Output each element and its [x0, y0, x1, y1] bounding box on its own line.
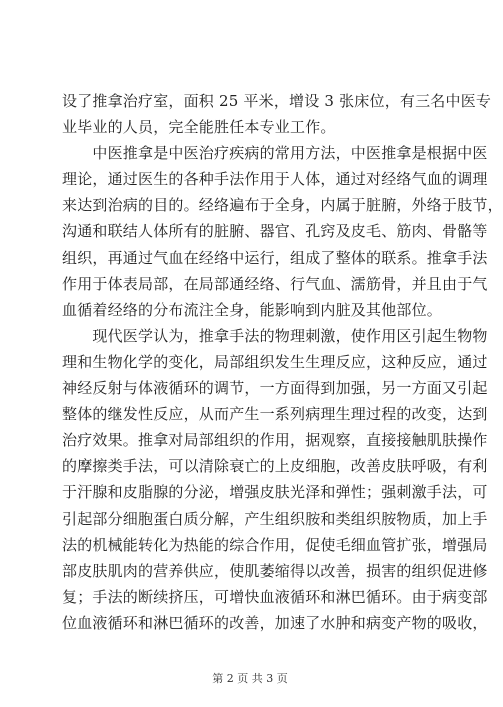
paragraph-2 — [62, 140, 503, 323]
text-line: 法的机械能转化为热能的综合作用，促使毛细血管扩张，增强局 — [62, 535, 488, 554]
text-line: 于汗腺和皮脂腺的分泌，增强皮肤光泽和弹性；强刺激手法，可 — [62, 483, 488, 502]
text-line: 整体的继发性反应，从而产生一系列病理生理过程的改变，达到 — [62, 405, 488, 424]
text-line: 现代医学认为，推拿手法的物理刺激，使作用区引起生物物 — [62, 326, 488, 345]
paragraph-3 — [62, 323, 488, 636]
text-line: 来达到治病的目的。经络遍布于全身，内属于脏腑，外络于肢节， — [62, 196, 503, 215]
text-line: 引起部分细胞蛋白质分解，产生组织胺和类组织胺物质，加上手 — [62, 509, 488, 528]
text-line: 设了推拿治疗室，面积 25 平米，增设 3 张床位，有三名中医专 — [62, 92, 492, 110]
paragraph-1 — [62, 88, 492, 140]
body-text — [62, 88, 503, 636]
text-line: 血循着经络的分布流注全身，能影响到内脏及其他部位。 — [62, 300, 443, 319]
text-line: 作用于体表局部，在局部通经络、行气血、濡筋骨，并且由于气 — [62, 274, 488, 293]
text-line: 的摩擦类手法，可以清除衰亡的上皮细胞，改善皮肤呼吸，有利 — [62, 457, 488, 476]
text-line: 治疗效果。推拿对局部组织的作用，据观察，直接接触肌肤操作 — [62, 431, 488, 450]
text-line: 组织，再通过气血在经络中运行，组成了整体的联系。推拿手法 — [62, 248, 488, 267]
page-footer: 第 2 页 共 3 页 — [212, 672, 288, 685]
text-line: 理和生物化学的变化，局部组织发生生理反应，这种反应，通过 — [62, 352, 488, 371]
text-line: 沟通和联结人体所有的脏腑、器官、孔窍及皮毛、筋肉、骨骼等 — [62, 222, 488, 241]
text-line: 复；手法的断续挤压，可增快血液循环和淋巴循环。由于病变部 — [62, 587, 488, 606]
text-line: 部皮肤肌肉的营养供应，使肌萎缩得以改善，损害的组织促进修 — [62, 561, 488, 580]
text-line: 神经反射与体液循环的调节，一方面得到加强，另一方面又引起 — [62, 379, 488, 398]
text-line: 中医推拿是中医治疗疾病的常用方法，中医推拿是根据中医 — [62, 144, 488, 163]
text-line: 业毕业的人员，完全能胜任本专业工作。 — [62, 118, 336, 137]
text-line: 理论，通过医生的各种手法作用于人体，通过对经络气血的调理 — [62, 170, 488, 189]
text-line: 位血液循环和淋巴循环的改善，加速了水肿和病变产物的吸收， — [62, 613, 488, 632]
